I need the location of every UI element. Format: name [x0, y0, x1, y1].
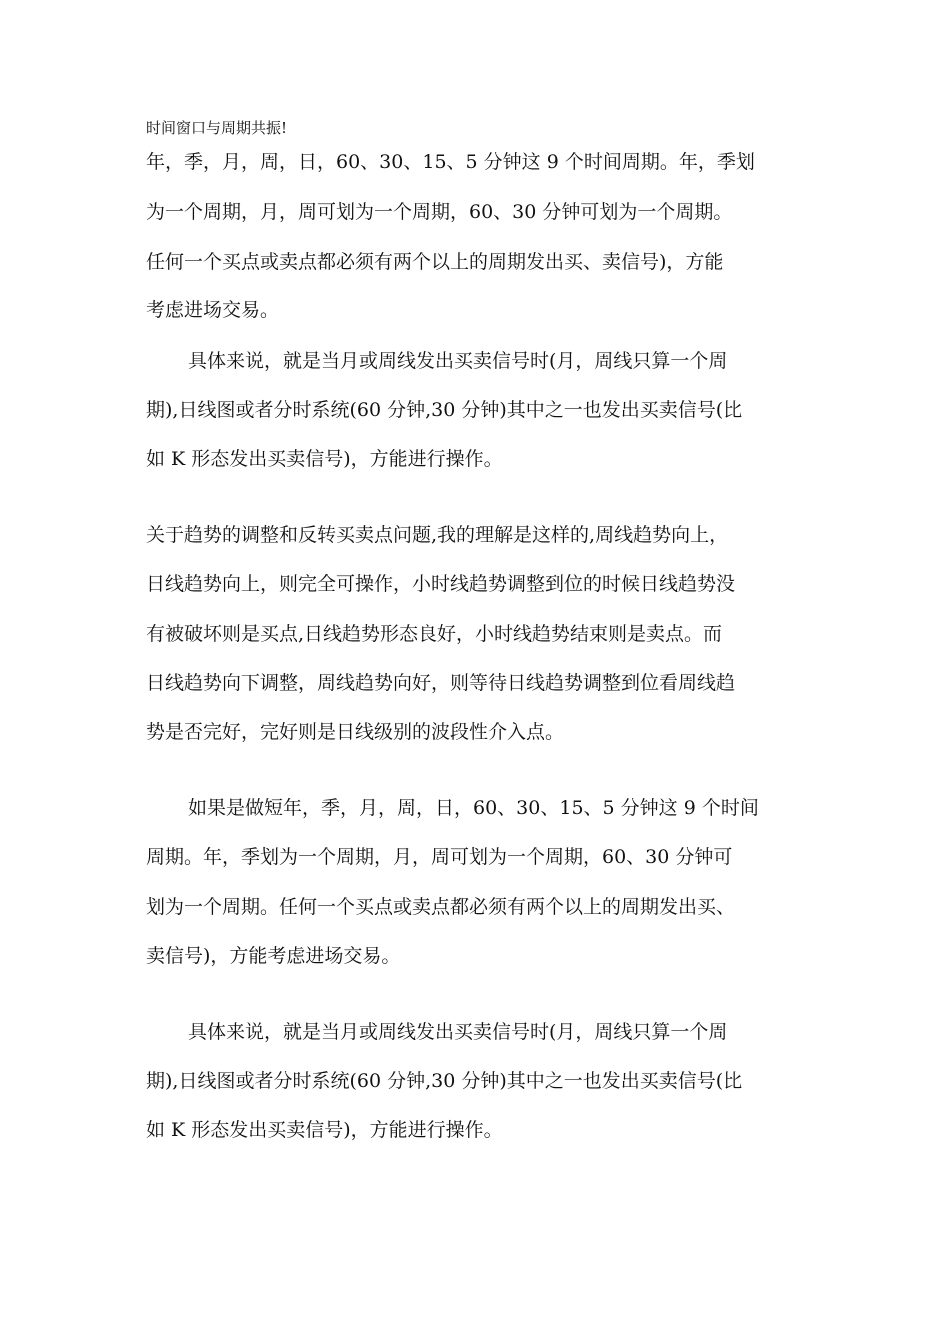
document-title: 时间窗口与周期共振!	[146, 119, 288, 137]
paragraph-5-line-1: 具体来说，就是当月或周线发出买卖信号时(月，周线只算一个周	[188, 1021, 728, 1043]
paragraph-4-line-4: 卖信号)，方能考虑进场交易。	[146, 945, 401, 967]
paragraph-3-line-1: 关于趋势的调整和反转买卖点问题,我的理解是这样的,周线趋势向上，	[146, 524, 729, 546]
paragraph-3-line-5: 势是否完好，完好则是日线级别的波段性介入点。	[146, 721, 565, 743]
paragraph-1-line-4: 考虑进场交易。	[146, 299, 280, 321]
paragraph-5-line-3: 如 K 形态发出买卖信号)，方能进行操作。	[146, 1119, 503, 1141]
paragraph-1-line-2: 为一个周期，月，周可划为一个周期，60、30 分钟可划为一个周期。	[146, 201, 733, 223]
paragraph-2-line-2: 期),日线图或者分时系统(60 分钟,30 分钟)其中之一也发出买卖信号(比	[146, 399, 743, 421]
paragraph-3-line-4: 日线趋势向下调整，周线趋势向好，则等待日线趋势调整到位看周线趋	[146, 672, 736, 694]
paragraph-1-line-3: 任何一个买点或卖点都必须有两个以上的周期发出买、卖信号)，方能	[146, 251, 724, 273]
paragraph-4-line-1: 如果是做短年，季，月，周，日，60、30、15、5 分钟这 9 个时间	[188, 797, 759, 819]
paragraph-4-line-2: 周期。年，季划为一个周期，月，周可划为一个周期，60、30 分钟可	[146, 846, 733, 868]
paragraph-3-line-2: 日线趋势向上，则完全可操作，小时线趋势调整到位的时候日线趋势没	[146, 573, 736, 595]
paragraph-3-line-3: 有被破坏则是买点,日线趋势形态良好，小时线趋势结束则是卖点。而	[146, 623, 723, 645]
paragraph-1-line-1: 年，季，月，周，日，60、30、15、5 分钟这 9 个时间周期。年，季划	[146, 151, 755, 173]
paragraph-5-line-2: 期),日线图或者分时系统(60 分钟,30 分钟)其中之一也发出买卖信号(比	[146, 1070, 743, 1092]
paragraph-2-line-1: 具体来说，就是当月或周线发出买卖信号时(月，周线只算一个周	[188, 350, 728, 372]
paragraph-4-line-3: 划为一个周期。任何一个买点或卖点都必须有两个以上的周期发出买、	[146, 896, 736, 918]
paragraph-2-line-3: 如 K 形态发出买卖信号)，方能进行操作。	[146, 448, 503, 470]
